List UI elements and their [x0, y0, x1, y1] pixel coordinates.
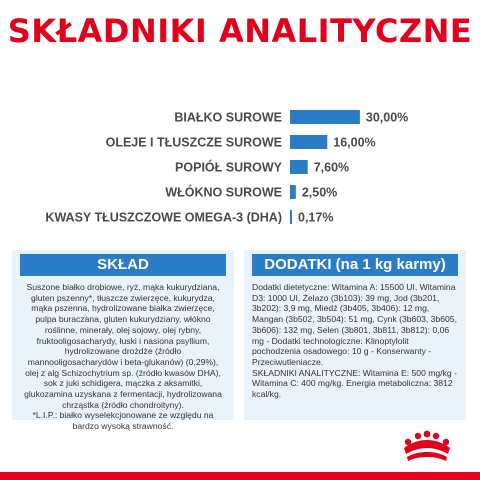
- bar-label: BIAŁKO SUROWE: [174, 110, 282, 125]
- sklad-footnote: *L.I.P.: białko wyselekcjonowane ze względu na bardzo wysoką strawność.: [32, 410, 214, 432]
- sklad-body: [20, 282, 226, 432]
- bar-label: KWASY TŁUSZCZOWE OMEGA-3 (DHA): [45, 210, 282, 225]
- bar: [290, 210, 292, 224]
- dodatki-analytical: SKŁADNIKI ANALITYCZNE: Witamina E: 500 mg/kg - Witamina C: 400 mg/kg. Energia metaboliczna: 3812 kcal/kg.: [252, 367, 457, 400]
- bar-value-label: 2,50%: [301, 185, 338, 200]
- dodatki-panel: [244, 250, 466, 420]
- dodatki-text: Dodatki dietetyczne: Witamina A: 15500 UI, Witamina D3: 1000 UI, Żelazo (3b103): 39 mg, Jod (3b201, 3b202): 3,9 mg, Miedź (3b405, 3b406): 12 mg, Mangan (3b502, 3b504): 51 mg, Cynk (3b603, 3b605, 3b606): 132 mg, Selen (3b801, 3b811, 3b812): 0,06 mg - Dodatki technologiczne: Klinoptylolit pochodzenia osadowego: 10 g - Konserwanty - Przeciwutleniacze.: [252, 282, 457, 367]
- bar: [290, 185, 296, 199]
- bar: [290, 160, 308, 174]
- sklad-text: Suszone białko drobiowe, ryż, mąka kukurydziana, gluten pszenny*, tłuszcze zwierzęce, kukurydza, mąka pszenna, hydrolizowane białka zwierzęce, pulpa buraczana, gluten kukurydziany, włókno roślinne, minerały, olej sojowy, olej rybny, fruktooligosacharydy, łuski i nasiona psyllium, hydrolizowane drożdże (źródło mannooligosacharydów i beta-glukanów) (0,29%), olej z alg Schizochytrium sp. (źródło kwasów DHA), sok z juki schidigera, mączka z aksamitki, glukozamina uzyskana z fermentacji, hydrolizowana chrząstka (źródło chondroityny).: [24, 282, 222, 410]
- sklad-panel: [12, 250, 234, 432]
- dodatki-body: [252, 282, 458, 400]
- sklad-header: SKŁAD: [20, 254, 226, 276]
- bar-label: WŁÓKNO SUROWE: [165, 185, 282, 200]
- analytical-bar-chart: [0, 100, 480, 240]
- bar: [290, 135, 327, 149]
- page-title: SKŁADNIKI ANALITYCZNE: [7, 12, 473, 50]
- bar-value-label: 16,00%: [333, 135, 376, 150]
- bottom-bar: [0, 472, 480, 480]
- bar-label: OLEJE I TŁUSZCZE SUROWE: [105, 135, 282, 150]
- royal-canin-crown-icon: [396, 430, 458, 470]
- bar-label: POPIÓŁ SUROWY: [175, 160, 282, 175]
- dodatki-header: DODATKI (na 1 kg karmy): [252, 254, 458, 276]
- bar-value-label: 0,17%: [298, 210, 334, 225]
- bar: [290, 110, 360, 124]
- bar-value-label: 30,00%: [365, 110, 409, 125]
- bar-value-label: 7,60%: [313, 160, 350, 175]
